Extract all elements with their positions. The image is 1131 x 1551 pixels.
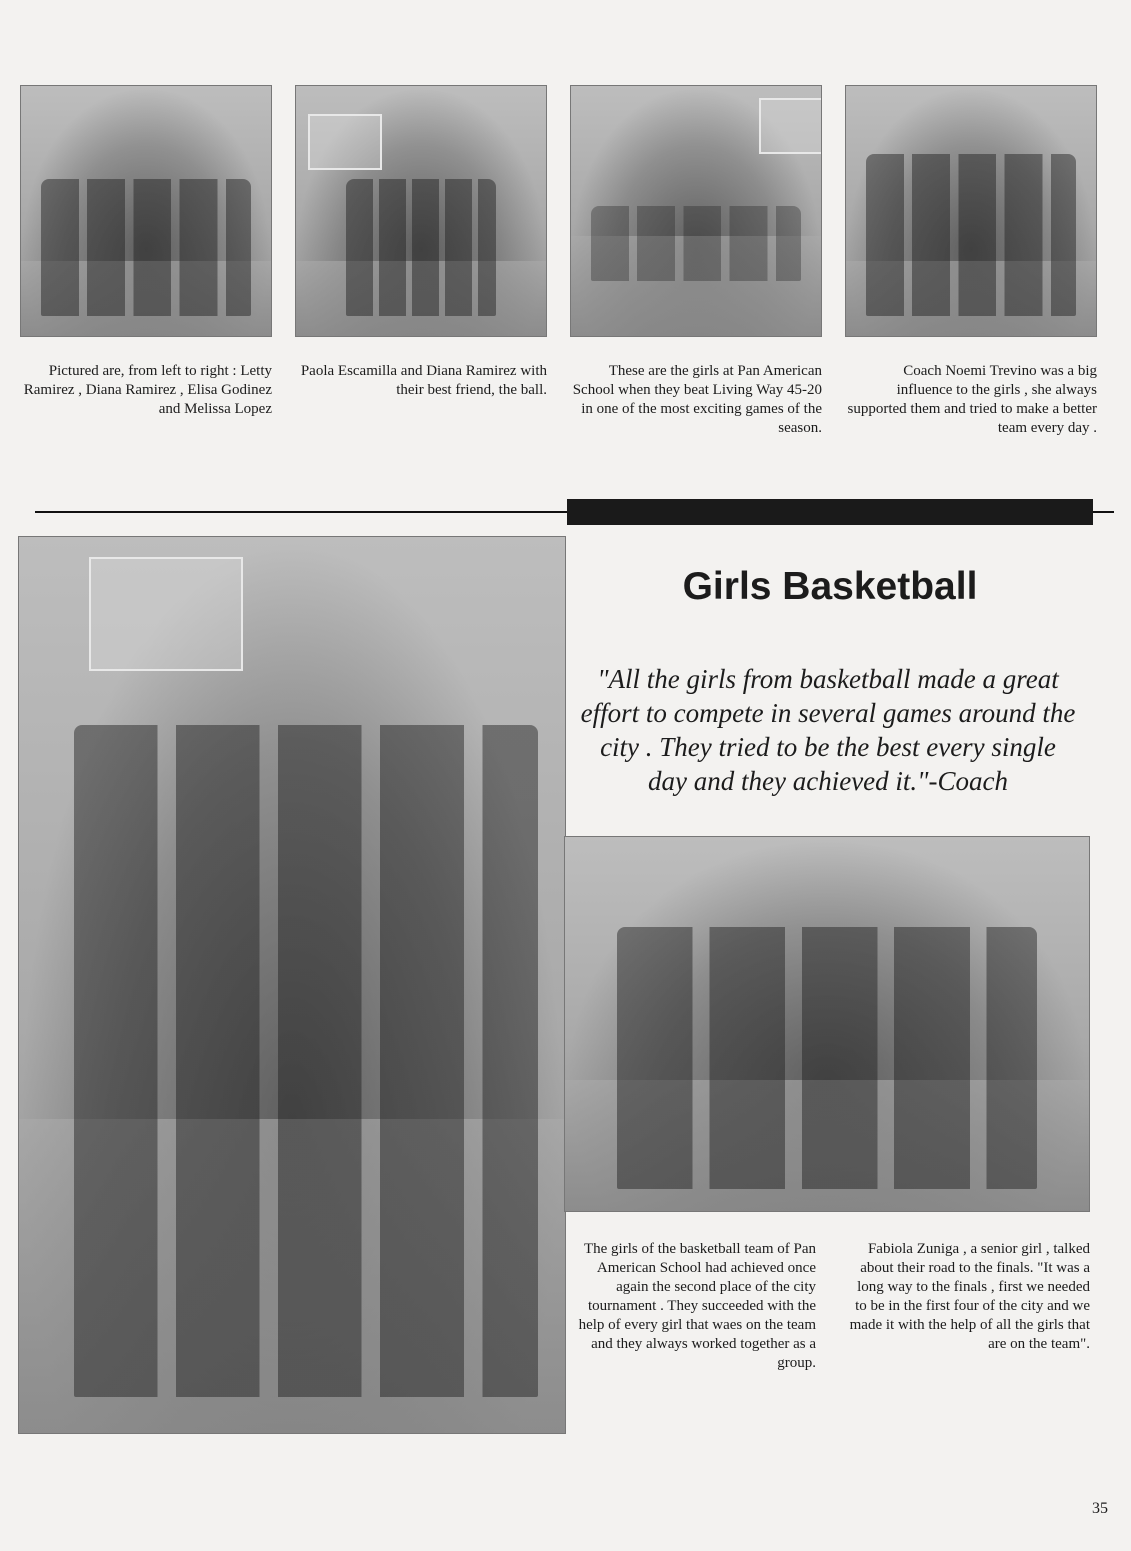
photo-players-with-ball xyxy=(18,536,566,1434)
caption-team-huddle: Coach Noemi Trevino was a big influence to the girls , she always supported them and tried to make a better team every day . xyxy=(847,363,1097,436)
caption-team-achievement: The girls of the basketball team of Pan American School had achieved once again the second place of the city tournament . They succeeded with the help of every girl that waes on the team and they always worked together as a group. xyxy=(578,1241,816,1371)
photo-team-lineup xyxy=(20,85,272,337)
photo-two-players xyxy=(295,85,547,337)
caption-team-lineup: Pictured are, from left to right : Letty Ramirez , Diana Ramirez , Elisa Godinez and Melissa Lopez xyxy=(23,363,272,417)
section-title: Girls Basketball xyxy=(682,565,978,608)
section-bar xyxy=(567,499,1093,525)
photo-team-group xyxy=(564,836,1090,1212)
photo-team-huddle xyxy=(845,85,1097,337)
caption-two-players: Paola Escamilla and Diana Ramirez with their best friend, the ball. xyxy=(300,363,547,398)
caption-road-to-finals: Fabiola Zuniga , a senior girl , talked about their road to the finals. "It was a long way to the finals , first we needed to be in the first four of the city and we made it with the help of all the girls that are on the team". xyxy=(849,1241,1090,1352)
caption-game-action: These are the girls at Pan American School when they beat Living Way 45-20 in one of the most exciting games of the season. xyxy=(572,363,822,436)
photo-game-action xyxy=(570,85,822,337)
coach-quote: "All the girls from basketball made a great effort to compete in several games around the city . They tried to be the best every single day and they achieved it."-Coach xyxy=(580,664,1076,796)
page-number: 35 xyxy=(1092,1500,1108,1517)
